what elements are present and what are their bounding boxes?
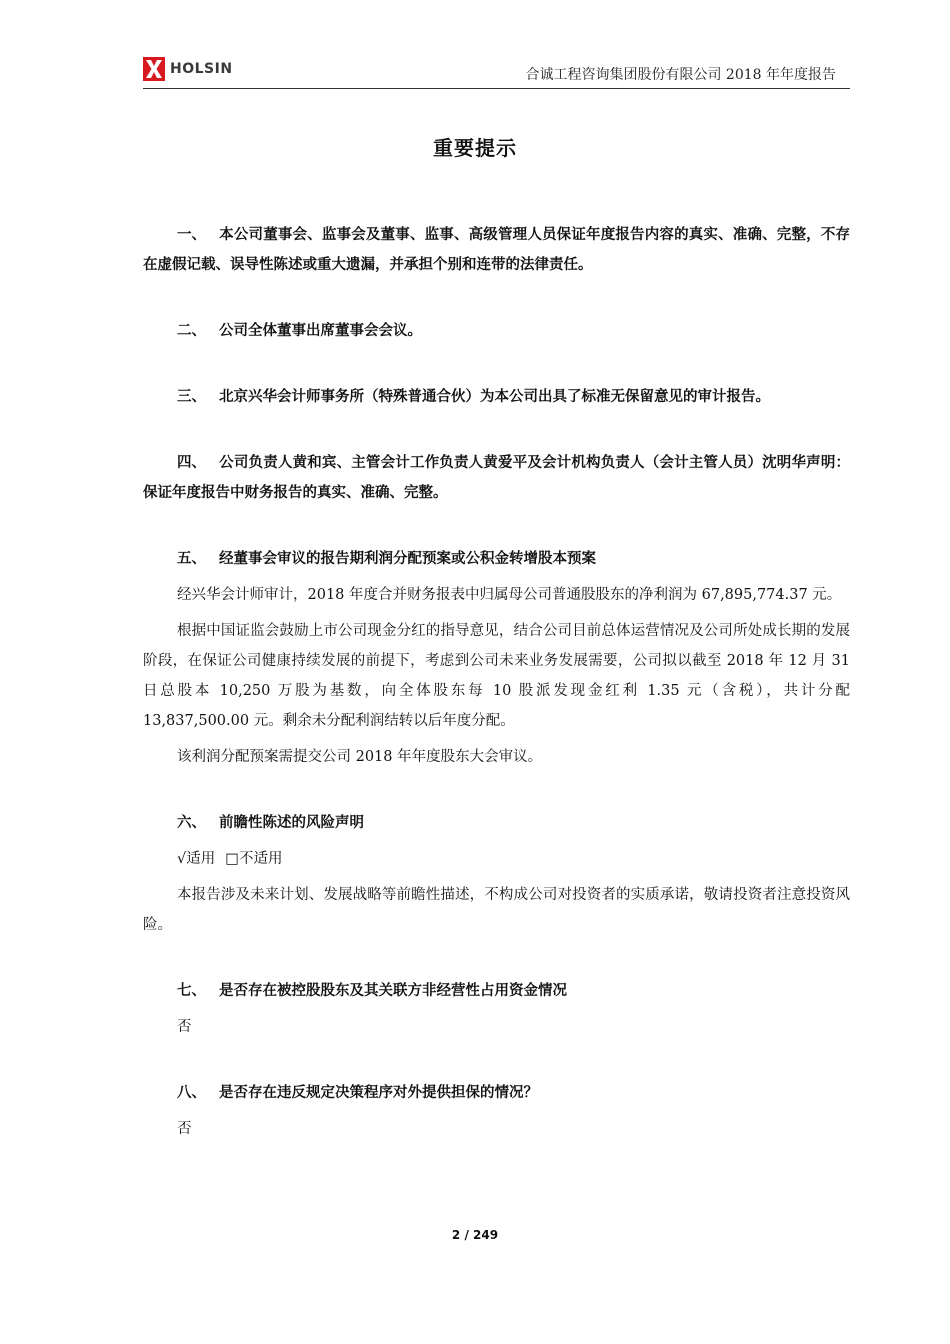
section-2-number: 二、: [177, 323, 206, 339]
section-8: [143, 1078, 850, 1108]
company-logo: [143, 56, 233, 82]
page-title: 重要提示: [433, 136, 517, 160]
option-not-applicable: □不适用: [225, 851, 283, 867]
section-5-number: 五、: [177, 551, 206, 567]
section-1-text: 本公司董事会、监事会及董事、监事、高级管理人员保证年度报告内容的真实、准确、完整，不存在虚假记载、误导性陈述或重大遗漏，并承担个别和连带的法律责任。: [143, 227, 850, 273]
section-4-text: 公司负责人黄和宾、主管会计工作负责人黄爱平及会计机构负责人（会计主管人员）沈明华声明：保证年度报告中财务报告的真实、准确、完整。: [143, 455, 850, 501]
applicability-options: [143, 844, 850, 874]
section-4-number: 四、: [177, 455, 206, 471]
page-header: [143, 52, 850, 89]
section-3-text: 北京兴华会计师事务所（特殊普通合伙）为本公司出具了标准无保留意见的审计报告。: [219, 389, 770, 405]
section-4: [143, 448, 850, 508]
section-6-paragraph-1: 本报告涉及未来计划、发展战略等前瞻性描述，不构成公司对投资者的实质承诺，敬请投资者注意投资风险。: [143, 887, 850, 933]
section-6-number: 六、: [177, 815, 206, 831]
section-5: [143, 544, 850, 574]
section-8-text: 是否存在违反规定决策程序对外提供担保的情况？: [219, 1085, 538, 1101]
section-5-paragraph-3: 该利润分配预案需提交公司 2018 年年度股东大会审议。: [177, 749, 543, 765]
section-8-number: 八、: [177, 1085, 206, 1101]
section-7-text: 是否存在被控股股东及其关联方非经营性占用资金情况: [219, 983, 567, 999]
section-5-paragraph-1: 经兴华会计师审计，2018 年度合并财务报表中归属母公司普通股股东的净利润为 67,895,774.37 元。: [177, 587, 842, 603]
section-6-text: 前瞻性陈述的风险声明: [219, 815, 364, 831]
section-7-number: 七、: [177, 983, 206, 999]
section-1-number: 一、: [177, 227, 206, 243]
section-2: [143, 316, 850, 346]
section-5-text: 经董事会审议的报告期利润分配预案或公积金转增股本预案: [219, 551, 596, 567]
document-body: [143, 220, 850, 1144]
section-8-answer: 否: [177, 1121, 192, 1137]
section-5-paragraph-2: 根据中国证监会鼓励上市公司现金分红的指导意见，结合公司目前总体运营情况及公司所处成长期的发展阶段，在保证公司健康持续发展的前提下，考虑到公司未来业务发展需要，公司拟以截至 2018 年 12 月 31 日总股本 10,250 万股为基数，向全体股东每 10 股派发现金红利 1.35 元（含税），共计分配 13,837,500.00 元。剩余未分配利润结转以后年度分配。: [143, 623, 850, 729]
section-6: [143, 808, 850, 838]
logo-text: HOLSIN: [170, 61, 233, 77]
section-3-number: 三、: [177, 389, 206, 405]
holsin-logo-icon: [143, 57, 165, 81]
section-2-text: 公司全体董事出席董事会会议。: [219, 323, 422, 339]
section-1: [143, 220, 850, 280]
report-title: 合诚工程咨询集团股份有限公司 2018 年年度报告: [525, 67, 836, 83]
option-applicable: √适用: [177, 851, 216, 867]
section-3: [143, 382, 850, 412]
page-number: 2 / 249: [451, 1228, 499, 1242]
section-7: [143, 976, 850, 1006]
section-7-answer: 否: [177, 1019, 192, 1035]
